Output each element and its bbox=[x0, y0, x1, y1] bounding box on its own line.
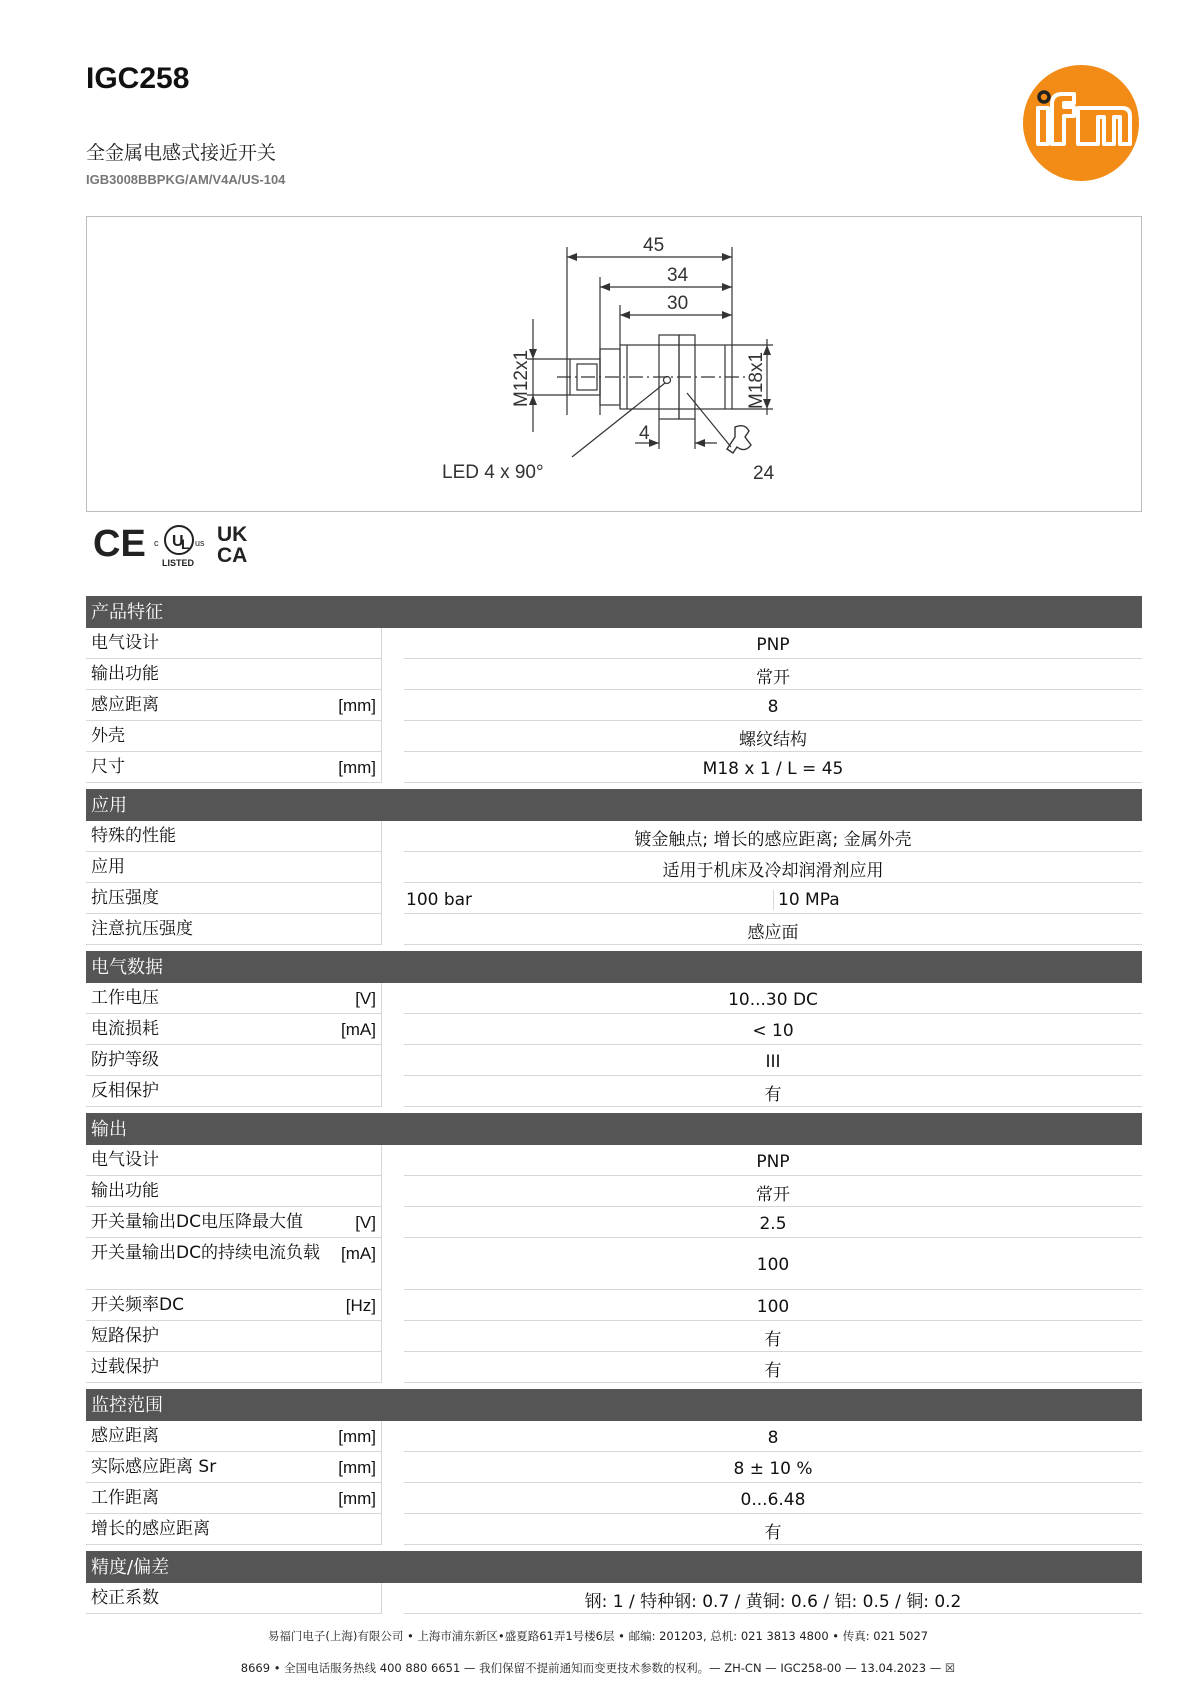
spec-row bbox=[86, 1014, 1142, 1045]
spec-row bbox=[86, 1583, 1142, 1614]
spec-row bbox=[86, 721, 1142, 752]
dim-30-label: 30 bbox=[667, 293, 689, 314]
ul-listed-text: LISTED bbox=[162, 558, 195, 568]
spec-label: 外壳 bbox=[91, 726, 125, 746]
dim-m18-label: M18x1 bbox=[746, 351, 767, 409]
ukca-mark-icon bbox=[216, 522, 258, 567]
spec-label: 感应距离 bbox=[91, 1426, 159, 1446]
spec-value: 100 bbox=[404, 1238, 1142, 1290]
spec-row bbox=[86, 1238, 1142, 1290]
spec-label: 特殊的性能 bbox=[91, 826, 176, 846]
spec-label: 抗压强度 bbox=[91, 888, 159, 908]
spec-row bbox=[86, 1321, 1142, 1352]
ce-mark-text: CE bbox=[93, 523, 146, 565]
spec-row bbox=[86, 1483, 1142, 1514]
spec-value: 8 bbox=[404, 690, 1142, 721]
footer-address: 易福门电子(上海)有限公司 • 上海市浦东新区•盛夏路61弄1号楼6层 • 邮编: 201203, 总机: 021 3813 4800 • 传真: 021 5027 bbox=[267, 1629, 929, 1643]
spec-value: 8 bbox=[404, 1421, 1142, 1452]
spec-value: 8 ± 10 % bbox=[404, 1452, 1142, 1483]
spec-row bbox=[86, 1207, 1142, 1238]
ukca-top-text: UK bbox=[217, 523, 248, 546]
spec-row bbox=[86, 983, 1142, 1014]
spec-value: 100 bbox=[404, 1290, 1142, 1321]
spec-label: 输出功能 bbox=[91, 664, 159, 684]
section-header: 应用 bbox=[86, 789, 1142, 821]
ul-listed-icon bbox=[148, 522, 210, 570]
spec-value: 钢: 1 / 特种钢: 0.7 / 黄铜: 0.6 / 铝: 0.5 / 铜: 0.2 bbox=[404, 1583, 1142, 1614]
spec-value: 常开 bbox=[404, 659, 1142, 690]
spec-row bbox=[86, 1514, 1142, 1545]
spec-label: 电气设计 bbox=[91, 633, 159, 653]
spec-value: 镀金触点; 增长的感应距离; 金属外壳 bbox=[404, 821, 1142, 852]
spec-label: 开关量输出DC电压降最大值 bbox=[91, 1212, 303, 1232]
spec-label: 应用 bbox=[91, 857, 125, 877]
dim-4-label: 4 bbox=[639, 423, 650, 444]
section-header: 电气数据 bbox=[86, 951, 1142, 983]
ul-us-text: us bbox=[195, 538, 205, 548]
spec-value-bar: 100 bar bbox=[406, 889, 473, 910]
spec-value: 有 bbox=[404, 1321, 1142, 1352]
ce-mark-icon bbox=[92, 522, 146, 565]
spec-unit: [mm] bbox=[338, 696, 376, 715]
spec-value bbox=[404, 883, 1142, 914]
spec-label: 尺寸 bbox=[91, 757, 125, 777]
spec-row bbox=[86, 821, 1142, 852]
spec-row bbox=[86, 659, 1142, 690]
spec-value: 常开 bbox=[404, 1176, 1142, 1207]
spec-row bbox=[86, 852, 1142, 883]
spec-row bbox=[86, 1145, 1142, 1176]
spec-row bbox=[86, 1045, 1142, 1076]
spec-row bbox=[86, 883, 1142, 914]
spec-row bbox=[86, 1076, 1142, 1107]
dim-34-label: 34 bbox=[667, 265, 689, 286]
product-title: IGC258 bbox=[86, 62, 190, 95]
spec-unit: [mA] bbox=[341, 1020, 376, 1039]
spec-unit: [V] bbox=[355, 989, 376, 1008]
spec-value: 有 bbox=[404, 1352, 1142, 1383]
spec-label: 短路保护 bbox=[91, 1326, 159, 1346]
section-header: 输出 bbox=[86, 1113, 1142, 1145]
spec-unit: [mm] bbox=[338, 758, 376, 777]
spec-unit: [mm] bbox=[338, 1427, 376, 1446]
ul-c-text: c bbox=[154, 538, 159, 548]
spec-label: 感应距离 bbox=[91, 695, 159, 715]
led-label: LED 4 x 90° bbox=[442, 462, 544, 483]
spec-label: 开关频率DC bbox=[91, 1295, 184, 1315]
svg-text:L: L bbox=[181, 536, 190, 552]
spec-label: 增长的感应距离 bbox=[91, 1519, 210, 1539]
spec-value: 有 bbox=[404, 1514, 1142, 1545]
spec-value: 2.5 bbox=[404, 1207, 1142, 1238]
spec-label: 注意抗压强度 bbox=[91, 919, 193, 939]
dim-45-label: 45 bbox=[643, 235, 665, 256]
spec-label: 防护等级 bbox=[91, 1050, 159, 1070]
spec-row bbox=[86, 1176, 1142, 1207]
spec-unit: [mm] bbox=[338, 1489, 376, 1508]
spec-label: 开关量输出DC的持续电流负载 bbox=[91, 1243, 320, 1263]
spec-value: 10...30 DC bbox=[404, 983, 1142, 1014]
spec-unit: [mA] bbox=[341, 1244, 376, 1263]
product-subtitle: 全金属电感式接近开关 bbox=[86, 142, 277, 164]
spec-label: 工作距离 bbox=[91, 1488, 159, 1508]
spec-value: PNP bbox=[404, 628, 1142, 659]
spec-row bbox=[86, 1352, 1142, 1383]
spec-row bbox=[86, 1421, 1142, 1452]
spec-unit: [Hz] bbox=[345, 1296, 376, 1315]
spec-table bbox=[86, 596, 1142, 1614]
spec-row bbox=[86, 628, 1142, 659]
ukca-bottom-text: CA bbox=[217, 544, 248, 567]
svg-text:U: U bbox=[172, 533, 184, 550]
spec-unit: [mm] bbox=[338, 1458, 376, 1477]
spec-row bbox=[86, 1452, 1142, 1483]
spec-value: III bbox=[404, 1045, 1142, 1076]
spec-value: M18 x 1 / L = 45 bbox=[404, 752, 1142, 783]
article-number: IGB3008BBPKG/AM/V4A/US-104 bbox=[86, 172, 286, 187]
spec-label: 校正系数 bbox=[91, 1588, 159, 1608]
wrench-size-label: 24 bbox=[753, 463, 775, 484]
section-header: 产品特征 bbox=[86, 596, 1142, 628]
spec-label: 电流损耗 bbox=[91, 1019, 159, 1039]
spec-value: 感应面 bbox=[404, 914, 1142, 945]
spec-row bbox=[86, 752, 1142, 783]
spec-value: PNP bbox=[404, 1145, 1142, 1176]
section-header: 精度/偏差 bbox=[86, 1551, 1142, 1583]
dimension-drawing bbox=[86, 216, 1142, 512]
spec-row bbox=[86, 914, 1142, 945]
spec-row bbox=[86, 690, 1142, 721]
section-header: 监控范围 bbox=[86, 1389, 1142, 1421]
spec-value: 适用于机床及冷却润滑剂应用 bbox=[404, 852, 1142, 883]
spec-unit: [V] bbox=[355, 1213, 376, 1232]
ifm-logo bbox=[1022, 64, 1140, 182]
spec-label: 反相保护 bbox=[91, 1081, 159, 1101]
spec-label: 电气设计 bbox=[91, 1150, 159, 1170]
spec-value: 有 bbox=[404, 1076, 1142, 1107]
footer-hotline: 8669 • 全国电话服务热线 400 880 6651 — 我们保留不提前通知而变更技术参数的权利。— ZH-CN — IGC258-00 — 13.04.2023 — ☒ bbox=[240, 1661, 956, 1675]
spec-label: 实际感应距离 Sr bbox=[91, 1457, 217, 1477]
spec-label: 工作电压 bbox=[91, 988, 159, 1008]
spec-value: < 10 bbox=[404, 1014, 1142, 1045]
spec-row bbox=[86, 1290, 1142, 1321]
spec-value: 螺纹结构 bbox=[404, 721, 1142, 752]
dim-m12-label: M12x1 bbox=[511, 349, 532, 407]
spec-label: 过载保护 bbox=[91, 1357, 159, 1377]
spec-value-mpa: 10 MPa bbox=[773, 890, 1142, 910]
spec-value: 0...6.48 bbox=[404, 1483, 1142, 1514]
spec-label: 输出功能 bbox=[91, 1181, 159, 1201]
